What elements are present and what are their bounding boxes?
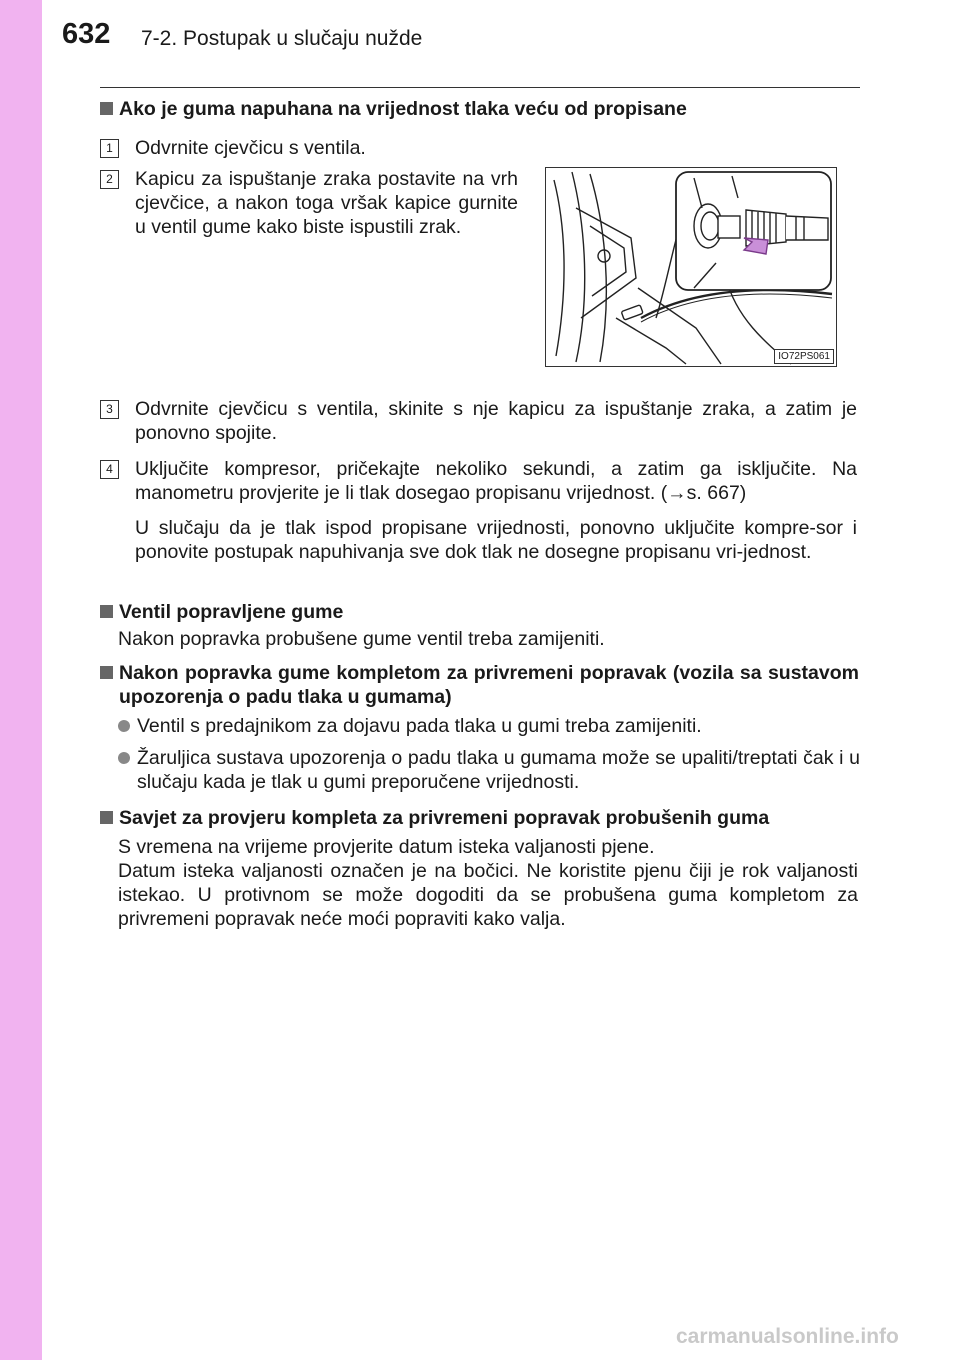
step-text: Odvrnite cjevčicu s ventila.: [135, 137, 366, 159]
square-bullet-icon: [100, 605, 113, 618]
kit-check-note-2: Datum isteka valjanosti označen je na bočici. Ne koristite pjenu čiji je rok valjanosti istekao. U protivnom se može dogoditi da se probušena guma kompletom za privremeni popravak neće moći popraviti kako valja.: [118, 860, 858, 930]
figure-code: IO72PS061: [774, 349, 834, 364]
step-text: Odvrnite cjevčicu s ventila, skinite s nje kapicu za ispuštanje zraka, a zatim je ponovno spojite.: [135, 398, 857, 444]
bullet-text: Žaruljica sustava upozorenja o padu tlaka u gumama može se upaliti/treptati čak i u slučaju kada je tlak u gumi preporučene vrijednosti.: [137, 747, 860, 793]
section-heading-valve: [100, 600, 860, 624]
section-heading-tpms: [100, 661, 860, 709]
side-tab-strip: [0, 0, 42, 1360]
header-divider: [100, 87, 860, 88]
valve-deflation-illustration: [545, 167, 837, 367]
step-1: [100, 136, 860, 160]
tpms-bullet-1: [118, 714, 860, 738]
valve-note: Nakon popravka probušene gume ventil treba zamijeniti.: [118, 628, 605, 650]
tpms-bullet-2: [118, 746, 860, 794]
step-3: [100, 397, 860, 445]
step-number-badge: 2: [100, 170, 119, 189]
wheel-valve-drawing: [546, 168, 836, 366]
page-number: 632: [62, 18, 111, 50]
section-heading-text: Ventil popravljene gume: [119, 601, 344, 623]
bullet-text: Ventil s predajnikom za dojavu pada tlaka u gumi treba zamijeniti.: [137, 715, 702, 737]
step-text: Kapicu za ispuštanje zraka postavite na vrh cjevčice, a nakon toga vršak kapice gurnite u ventil gume kako biste ispustili zrak.: [135, 168, 518, 238]
step-number-badge: 3: [100, 400, 119, 419]
step-4: [100, 457, 860, 505]
step-text: Uključite kompresor, pričekajte nekoliko sekundi, a zatim ga isključite. Na manometru provjerite je li tlak dosegao propisanu vrijednost. (→s. 667): [135, 458, 857, 504]
watermark: carmanualsonline.info: [676, 1325, 899, 1348]
section-heading-overpressure: [100, 97, 860, 121]
square-bullet-icon: [100, 666, 113, 679]
step-2: [100, 167, 520, 267]
kit-check-note-1: S vremena na vrijeme provjerite datum isteka valjanosti pjene.: [118, 836, 655, 858]
section-heading-text: Nakon popravka gume kompletom za privremeni popravak (vozila sa sustavom upozorenja o padu tlaka u gumama): [119, 662, 859, 708]
square-bullet-icon: [100, 811, 113, 824]
square-bullet-icon: [100, 102, 113, 115]
section-heading-text: Ako je guma napuhana na vrijednost tlaka veću od propisane: [119, 98, 687, 120]
underpressure-note: U slučaju da je tlak ispod propisane vrijednosti, ponovno uključite kompre-sor i ponovite postupak napuhivanja sve dok tlak ne dosegne propisanu vri-jednost.: [135, 517, 857, 563]
section-heading-text: Savjet za provjeru kompleta za privremeni popravak probušenih guma: [119, 807, 770, 829]
round-bullet-icon: [118, 752, 130, 764]
step-number-badge: 1: [100, 139, 119, 158]
chapter-title: 7-2. Postupak u slučaju nužde: [141, 27, 423, 50]
round-bullet-icon: [118, 720, 130, 732]
step-number-badge: 4: [100, 460, 119, 479]
section-heading-kit-check: [100, 806, 860, 830]
